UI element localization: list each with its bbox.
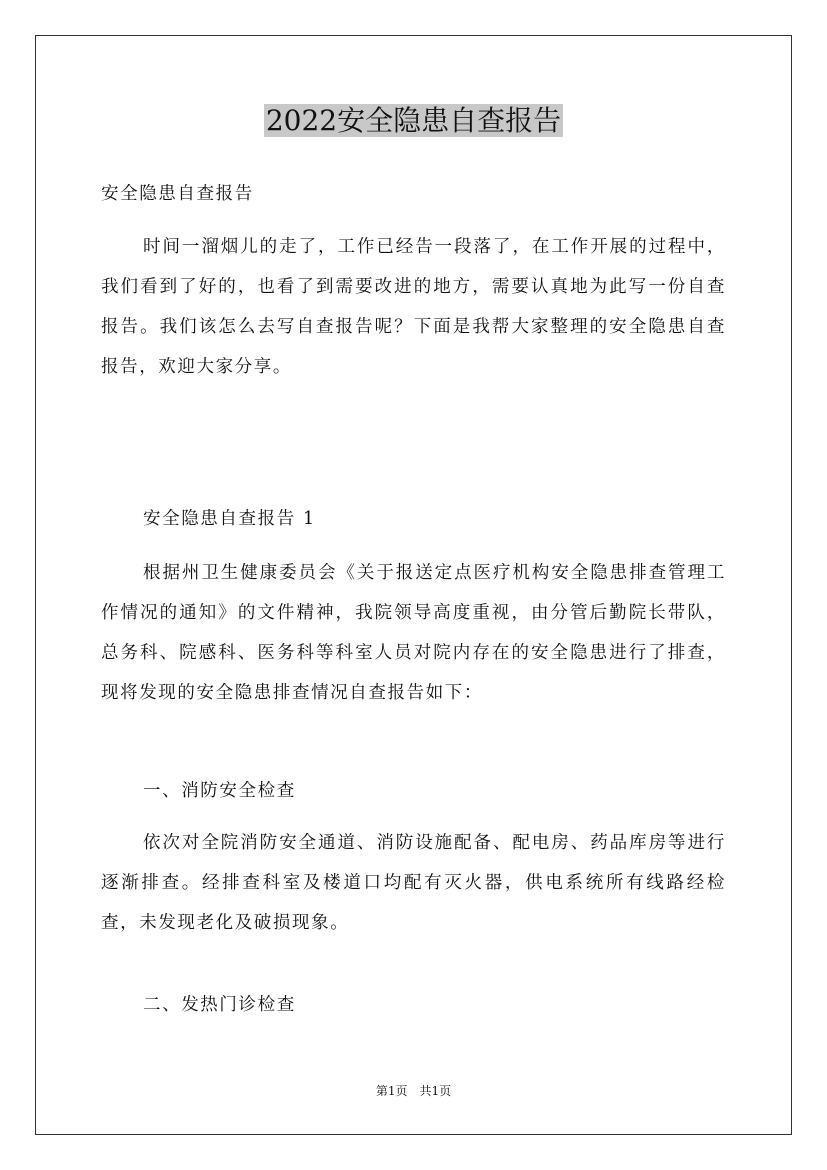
document-subtitle: 安全隐患自查报告 (101, 184, 254, 204)
body-paragraph: 依次对全院消防安全通道、消防设施配备、配电房、药品库房等进行逐渐排查。经排查科室及楼道口均配有灭火器，供电系统所有线路经检查，未发现老化及破损现象。 (101, 833, 726, 933)
section-title: 安全隐患自查报告 1 (143, 509, 316, 529)
body-paragraph: 根据州卫生健康委员会《关于报送定点医疗机构安全隐患排查管理工作情况的通知》的文件精神，我院领导高度重视，由分管后勤院长带队，总务科、院感科、医务科等科室人员对院内存在的安全隐患进行了排查，现将发现的安全隐患排查情况自查报告如下： (101, 563, 726, 703)
section-heading: 二、发热门诊检查 (143, 995, 296, 1015)
page-number-footer: 第1页 共1页 (375, 1084, 452, 1098)
document-title (0, 100, 827, 142)
document-title-text: 2022安全隐患自查报告 (265, 104, 562, 137)
intro-paragraph: 时间一溜烟儿的走了，工作已经告一段落了，在工作开展的过程中，我们看到了好的，也看了到需要改进的地方，需要认真地为此写一份自查报告。我们该怎么去写自查报告呢？下面是我帮大家整理的安全隐患自查报告，欢迎大家分享。 (101, 237, 726, 377)
section-heading: 一、消防安全检查 (143, 781, 296, 801)
